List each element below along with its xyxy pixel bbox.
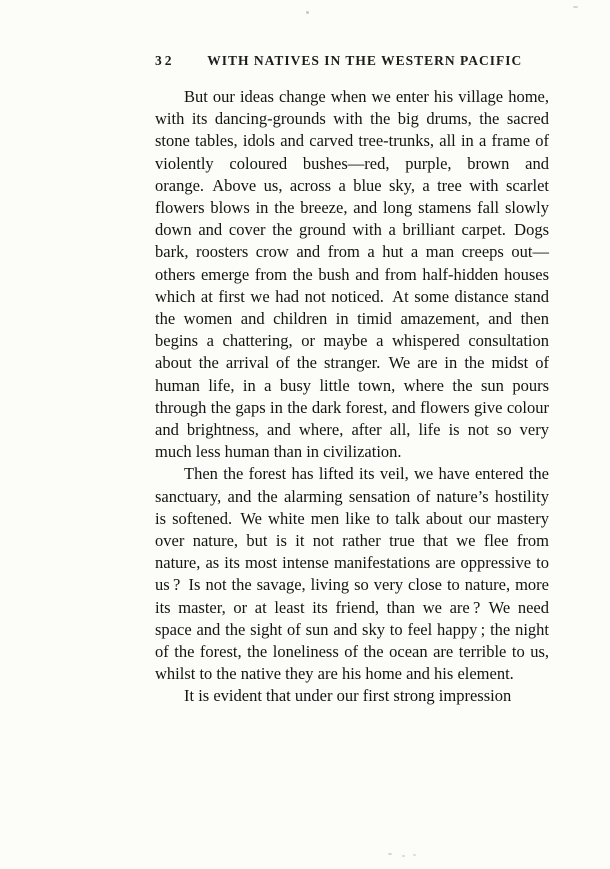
paragraph: It is evident that under our first strong impression [184,686,512,706]
scan-artifact [413,854,416,856]
running-head [155,53,549,69]
scan-artifact [388,853,392,855]
scan-artifact [573,6,578,8]
paragraph: Then the forest has lifted its veil, we have entered the sanctuary, and the alarming sensation of nature’s hostility is softened. We white men like to talk about our mastery over nature, but is it not rather true that we flee from nature, as its most intense manifestations are oppressive to us ? Is not the savage, living so very close to nature, more its master, or at least its friend, than we are ? We need space and the sight of sun and sky to feel happy ; the night of the forest, the loneliness of the ocean are terrible to us, whilst to the native they are his home and his element. [155,464,549,684]
paragraph: But our ideas change when we enter his village home, with its dancing-grounds with the big drums, the sacred stone tables, idols and carved tree-trunks, all in a frame of violently coloured bushes—red, purple, brown and orange. Above us, across a blue sky, a tree with scarlet flowers blows in the breeze, and long stamens fall slowly down and cover the ground with a brilliant carpet. Dogs bark, roosters crow and from a hut a man creeps out—others emerge from the bush and from half-hidden houses which at first we had not noticed. At some distance stand the women and children in timid amazement, and then begins a chattering, or maybe a whispered consultation about the arrival of the stranger. We are in the midst of human life, in a busy little town, where the sun pours through the gaps in the dark forest, and flowers give colour and brightness, and where, after all, life is not so very much less human than in civilization. [155,87,549,462]
scan-artifact [306,11,309,14]
page-number: 32 [155,53,175,68]
page-body [155,86,549,708]
running-title: WITH NATIVES IN THE WESTERN PACIFIC [207,53,523,68]
text-block [155,53,549,708]
scan-artifact [402,855,405,857]
